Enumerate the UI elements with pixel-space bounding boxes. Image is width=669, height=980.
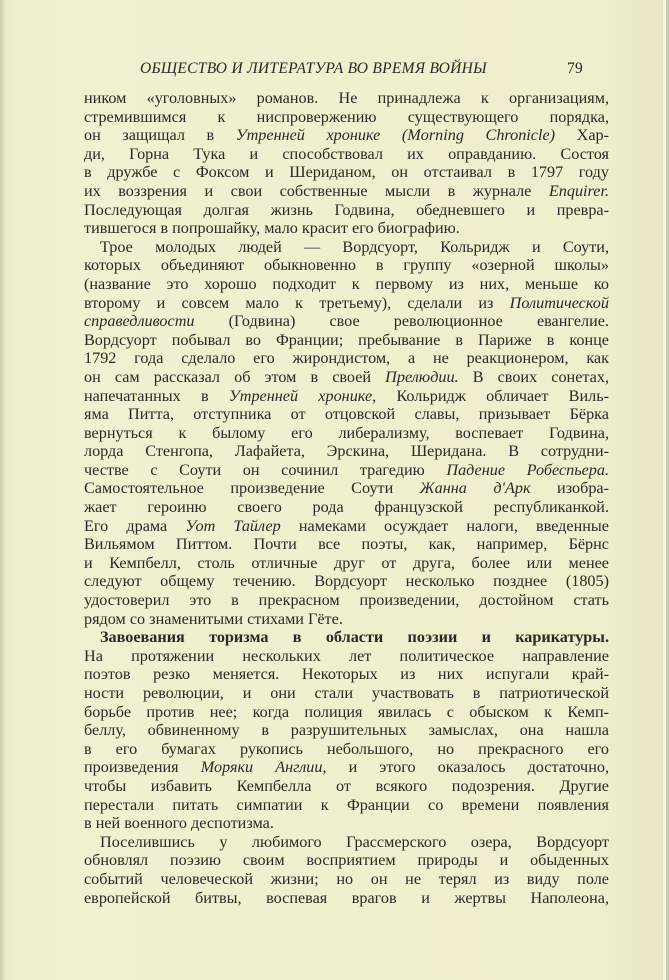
text-run: (Годвина) свое революционное евангелие. — [194, 312, 609, 331]
text-line — [84, 163, 609, 182]
text-run: перестали питать симпатии к Франции со времени появления — [84, 795, 609, 814]
text-line — [84, 647, 609, 666]
body-text — [84, 89, 609, 907]
text-line — [84, 405, 609, 424]
italic-title: Уот Тайлер — [185, 516, 281, 535]
text-run: второму и совсем мало к третьему), сделали из — [84, 293, 510, 312]
text-run: чтобы избавить Кемпбелла от всякого подозрения. Другие — [84, 776, 609, 795]
italic-title: Enquirer. — [548, 181, 609, 200]
text-run: следуют общему течению. Вордсуорт несколько позднее (1805) — [84, 572, 609, 591]
text-run: их воззрения и свои собственные мысли в журнале — [84, 181, 549, 200]
text-line — [84, 89, 609, 108]
text-run: Его драма — [84, 516, 186, 535]
text-run: вернуться к былому его либерализму, воспевает Годвина, — [84, 423, 609, 442]
text-run: , и этого оказалось достаточно, — [322, 758, 610, 777]
paragraph — [84, 833, 609, 907]
text-line — [84, 758, 609, 777]
italic-title: Политической — [509, 293, 609, 312]
text-line — [84, 294, 609, 313]
text-run: В своих сонетах, — [458, 367, 609, 386]
text-line — [84, 796, 609, 815]
text-run: тившегося в попрошайку, мало красит его биографию. — [84, 219, 460, 238]
italic-title: Моряки Англии — [200, 758, 323, 777]
text-line — [84, 368, 609, 387]
paragraph — [84, 628, 609, 833]
text-line — [84, 851, 609, 870]
text-run: в его бумагах рукопись небольшого, но прекрасного его — [84, 739, 609, 758]
text-line — [84, 108, 609, 127]
text-line — [84, 703, 609, 722]
text-run: рядом со знаменитыми стихами Гёте. — [84, 609, 343, 628]
text-run: ником «уголовных» романов. Не принадлежа к организациям, — [84, 89, 609, 107]
text-run: 1792 года сделало его жирондистом, а не реакционером, как — [84, 349, 609, 368]
text-line — [84, 833, 609, 852]
text-run: он защищал в — [84, 126, 236, 145]
text-run: лорда Стенгопа, Лафайета, Эрскина, Шеридана. В сотрудни- — [84, 442, 609, 461]
text-run: ности революции, и они стали участвовать в патриотической — [84, 684, 609, 702]
page-right-edge — [663, 0, 666, 980]
text-line — [84, 442, 609, 461]
text-run: борьбе против нее; когда полиция явилась с обыском к Кемп- — [84, 702, 609, 721]
text-run: в ней военного деспотизма. — [84, 814, 274, 833]
text-line — [84, 721, 609, 740]
italic-title: справедливости — [84, 312, 195, 331]
text-run: Вильямом Питтом. Почти все поэты, как, например, Бёрнс — [84, 535, 609, 554]
text-run: честве с Соути он сочинил трагедию — [84, 460, 447, 479]
text-run: удостоверил это в прекрасном произведении, достойном стать — [84, 591, 609, 610]
text-line — [84, 554, 609, 573]
text-line — [84, 424, 609, 443]
text-line — [84, 535, 609, 554]
text-run: поэтов резко меняется. Некоторых из них испугали край- — [84, 665, 609, 684]
paragraph — [84, 238, 609, 628]
text-run: стремившимся к ниспровержению существующего порядка, — [84, 107, 609, 126]
paragraph — [84, 89, 609, 238]
text-run: Поселившись у любимого Грассмерского озера, Вордсуорт — [100, 832, 609, 851]
text-run: На протяжении нескольких лет политическое направление — [84, 646, 609, 665]
text-line — [84, 610, 609, 629]
text-line — [84, 572, 609, 591]
text-run: Вордсуорт побывал во Франции; пребывание в Париже в конце — [84, 330, 609, 349]
text-run: яма Питта, отступника от отцовской славы, призывает Бёрка — [84, 405, 609, 424]
running-header — [140, 60, 610, 82]
text-line — [84, 331, 609, 350]
text-line — [84, 889, 609, 908]
text-run: и Кемпбелл, столь отличные друг от друга, более или менее — [84, 553, 609, 572]
text-line — [84, 126, 609, 145]
text-run: Трое молодых людей — Вордсуорт, Кольридж и Соути, — [100, 237, 609, 256]
text-run: он сам рассказал об этом в своей — [84, 367, 386, 386]
text-run: Хар- — [555, 126, 609, 145]
text-run: , Кольридж обличает Виль- — [372, 386, 609, 405]
text-run: напечатанных в — [84, 386, 229, 405]
text-run: Самостоятельное произведение Соути — [84, 479, 420, 498]
text-run: жает героиню своего рода французской республиканкой. — [84, 498, 609, 517]
text-run: (название это хорошо подходит к первому из них, меньше ко — [84, 274, 609, 293]
text-run: событий человеческой жизни; но он не терял из виду поле — [84, 869, 609, 888]
text-line — [84, 219, 609, 238]
text-line — [84, 275, 609, 294]
text-line — [84, 591, 609, 610]
text-line — [84, 349, 609, 368]
text-line — [84, 461, 609, 480]
italic-title: Жанна д'Арк — [419, 479, 531, 498]
text-line — [84, 777, 609, 796]
text-line — [84, 201, 609, 220]
page-left-edge — [0, 0, 5, 980]
text-run: беллу, обвиненному в разрушительных замыслах, она нашла — [84, 721, 609, 740]
text-line — [84, 740, 609, 759]
text-line — [84, 628, 609, 647]
text-line — [84, 387, 609, 406]
text-run: обновлял поэзию своим восприятием природы и обыденных — [84, 851, 609, 870]
text-run: произведения — [84, 758, 201, 777]
text-run: ди, Горна Тука и способствовал их оправданию. Состоя — [84, 144, 609, 163]
text-line — [84, 498, 609, 517]
section-heading: Завоевания торизма в области поэзии и карикатуры. — [100, 628, 609, 647]
text-line — [84, 145, 609, 164]
text-run: изобра- — [530, 479, 609, 498]
page-number: 79 — [567, 60, 584, 77]
text-line — [84, 479, 609, 498]
text-line — [84, 182, 609, 201]
italic-title: Прелюдии. — [385, 367, 459, 386]
text-run: намеками осуждает налоги, введенные — [280, 516, 609, 535]
italic-title: Утренней хронике — [228, 386, 373, 405]
text-line — [84, 665, 609, 684]
running-title: ОБЩЕСТВО И ЛИТЕРАТУРА ВО ВРЕМЯ ВОЙНЫ — [140, 60, 487, 77]
text-line — [84, 256, 609, 275]
text-line — [84, 238, 609, 257]
text-run: европейской битвы, воспевая врагов и жертвы Наполеона, — [84, 888, 609, 907]
text-line — [84, 684, 609, 703]
italic-title: Падение Робеспьера. — [446, 460, 609, 479]
text-line — [84, 814, 609, 833]
text-line — [84, 312, 609, 331]
italic-title: Утренней хронике (Morning Chronicle) — [235, 126, 556, 145]
text-line — [84, 517, 609, 536]
text-run: которых объединяют обыкновенно в группу «озерной школы» — [84, 256, 609, 275]
text-run: в дружбе с Фоксом и Шериданом, он отстаивал в 1797 году — [84, 163, 609, 182]
text-line — [84, 870, 609, 889]
text-run: Последующая долгая жизнь Годвина, обедневшего и превра- — [84, 200, 609, 219]
